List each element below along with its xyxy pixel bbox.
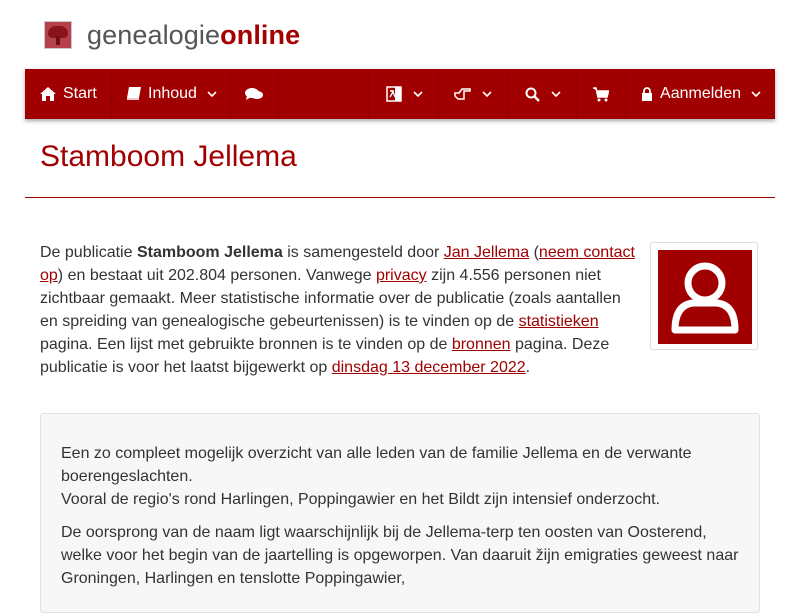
author-link[interactable]: Jan Jellema xyxy=(443,244,530,261)
sources-link[interactable]: bronnen xyxy=(451,336,511,353)
nav-language[interactable] xyxy=(369,69,439,119)
description-paragraph xyxy=(61,442,751,511)
logo-text: genealogieonline xyxy=(87,19,301,50)
last-updated-link[interactable]: dinsdag 13 december 2022 xyxy=(331,359,526,376)
site-logo[interactable] xyxy=(44,18,300,52)
page-title: Stamboom Jellema xyxy=(40,140,297,173)
publication-intro xyxy=(40,241,640,379)
chevron-down-icon xyxy=(413,89,423,99)
lock-icon xyxy=(640,85,654,103)
intro-text: De publicatie xyxy=(40,244,137,261)
intro-text: zijn 4.556 personen niet zichtbaar gemaakt. Meer statistische informatie over de publicatie (zoals aantallen en spreiding van genealogische gebeurtenissen) is te vinden op de xyxy=(40,267,621,330)
intro-text: pagina. Een lijst met gebruikte bronnen is te vinden op de xyxy=(40,336,452,353)
chevron-down-icon xyxy=(482,89,492,99)
home-icon xyxy=(39,85,57,103)
nav-spacer xyxy=(279,69,369,119)
privacy-link[interactable]: privacy xyxy=(375,267,427,284)
intro-text: ) en bestaat uit 202.804 personen. Vanwege xyxy=(57,267,376,284)
hand-pointer-icon xyxy=(454,85,472,103)
chevron-down-icon xyxy=(207,89,217,99)
publication-name: Stamboom Jellema xyxy=(136,244,283,261)
intro-text: pagina. Deze publicatie is voor het laatst bijgewerkt op xyxy=(40,336,610,376)
description-line: Vooral de regio's rond Harlingen, Poppingawier en het Bildt zijn intensief onderzocht. xyxy=(61,491,660,508)
intro-text: . xyxy=(525,359,531,376)
main-navbar xyxy=(25,69,775,119)
description-line: Een zo compleet mogelijk overzicht van alle leden van de familie Jellema en de verwante boerengeslachten. xyxy=(61,445,692,485)
avatar xyxy=(658,250,752,344)
title-divider xyxy=(25,197,775,198)
nav-start[interactable] xyxy=(25,69,112,119)
publication-description xyxy=(40,413,760,613)
author-avatar-card[interactable] xyxy=(650,242,758,350)
language-icon xyxy=(385,85,403,103)
nav-login-label: Aanmelden xyxy=(660,85,741,102)
chevron-down-icon xyxy=(551,89,561,99)
cart-icon xyxy=(592,85,610,103)
user-icon xyxy=(658,250,752,344)
comments-icon xyxy=(245,85,263,103)
nav-hand[interactable] xyxy=(439,69,508,119)
intro-text: ( xyxy=(529,244,539,261)
nav-chat[interactable] xyxy=(231,69,279,119)
tree-icon xyxy=(44,21,72,49)
intro-text: is samengesteld door xyxy=(282,244,444,261)
statistics-link[interactable]: statistieken xyxy=(518,313,599,330)
contact-link[interactable]: neem contact op xyxy=(40,244,635,284)
book-icon xyxy=(126,85,142,103)
search-icon xyxy=(523,85,541,103)
nav-cart[interactable] xyxy=(577,69,626,119)
nav-login[interactable] xyxy=(626,69,775,119)
description-paragraph: De oorsprong van de naam ligt waarschijnlijk bij de Jellema-terp ten oosten van Oosterend, welke voor het begin van de jaartelling is opgeworpen. Van daaruit žijn emigraties geweest naar Groningen, Harlingen en tenslotte Poppingawier, xyxy=(61,524,739,587)
nav-inhoud[interactable] xyxy=(112,69,231,119)
chevron-down-icon xyxy=(751,89,761,99)
nav-search[interactable] xyxy=(508,69,577,119)
nav-inhoud-label: Inhoud xyxy=(148,85,197,102)
nav-start-label: Start xyxy=(63,85,97,102)
